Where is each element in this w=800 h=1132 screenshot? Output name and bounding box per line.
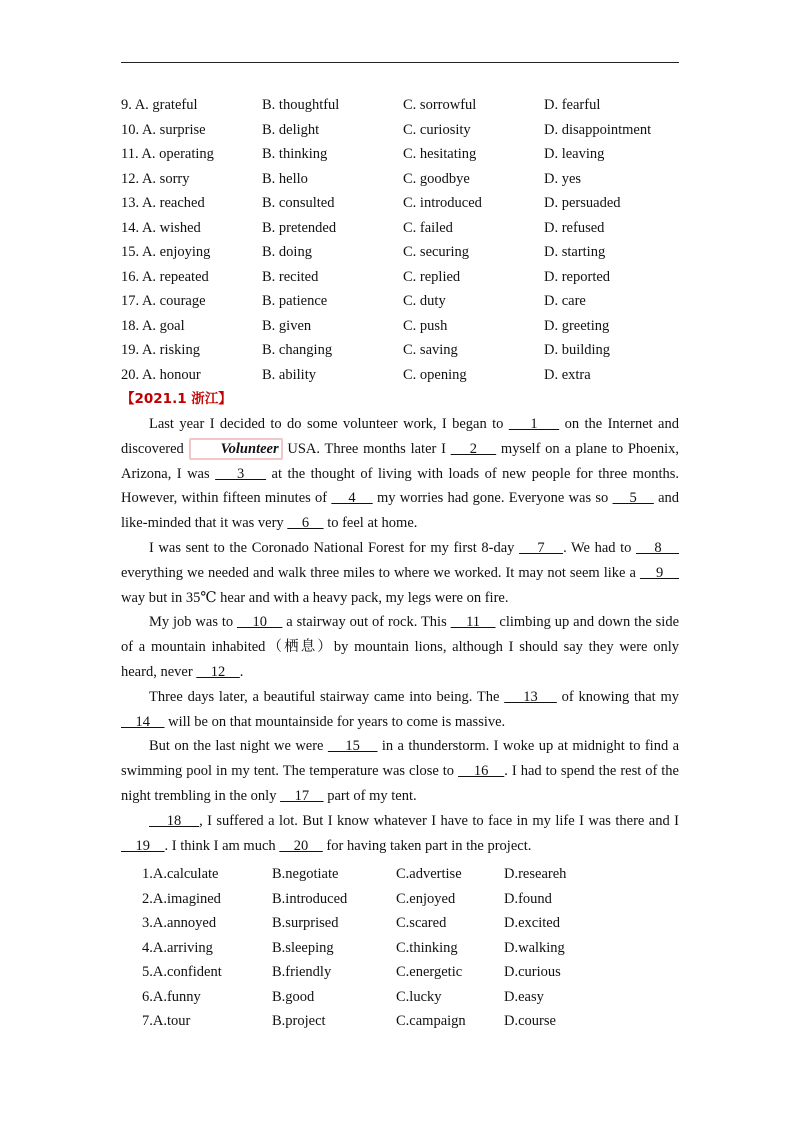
- option-d: D.curious: [504, 964, 561, 980]
- passage-text: everything we needed and walk three miles to where we worked. It may not seem like a: [121, 564, 640, 581]
- option-d: D. fearful: [544, 97, 601, 113]
- option-a: 4.A.arriving: [142, 939, 213, 956]
- option-c: C. duty: [403, 293, 446, 309]
- option-a: 5.A.confident: [142, 964, 222, 980]
- volunteer-highlight: Volunteer: [189, 438, 283, 460]
- option-a: 14. A. wished: [121, 219, 201, 236]
- option-a: 10. A. surprise: [121, 121, 206, 138]
- option-b: B. changing: [262, 342, 333, 358]
- option-a: 12. A. sorry: [121, 170, 190, 187]
- blank-18: 18: [149, 812, 200, 829]
- option-row-17: [121, 290, 681, 315]
- option-c: C.lucky: [396, 988, 442, 1005]
- option-b: B. hello: [262, 170, 308, 187]
- passage-text: My job was to: [149, 614, 237, 631]
- option-b: B.surprised: [272, 915, 339, 931]
- passage-text: But on the last night we were: [149, 738, 328, 755]
- option-b: B.friendly: [272, 964, 332, 980]
- option-c: C. curiosity: [403, 121, 471, 138]
- option-c: C.enjoyed: [396, 890, 456, 907]
- blank-4: 4: [331, 490, 373, 507]
- paragraph-4: [121, 685, 679, 735]
- option-d: D. yes: [544, 170, 582, 187]
- option-d: D. refused: [544, 219, 605, 236]
- answer-row-3: [142, 912, 662, 937]
- option-c: C.advertise: [396, 866, 462, 882]
- passage-text: for having taken part in the project.: [322, 837, 532, 854]
- option-b: B.project: [272, 1013, 326, 1029]
- option-d: D. starting: [544, 244, 606, 260]
- paragraph-2: [121, 536, 679, 610]
- passage-text: , I suffered a lot. But I know whatever I have to face in my life I was there and I: [199, 812, 680, 829]
- option-row-20: [121, 364, 681, 389]
- option-a: 3.A.annoyed: [142, 915, 217, 931]
- option-d: D.excited: [504, 915, 560, 931]
- passage-text: myself on a plane to Phoenix, Arizona, I was: [121, 440, 680, 482]
- option-row-18: [121, 315, 681, 340]
- answer-row-4: [142, 937, 662, 962]
- paragraph-3: [121, 610, 679, 684]
- blank-17: 17: [280, 787, 324, 804]
- paragraph-6: [121, 809, 679, 859]
- option-row-9: [121, 94, 681, 119]
- option-a: 7.A.tour: [142, 1013, 191, 1029]
- option-c: C.scared: [396, 915, 447, 931]
- option-a: 16. A. repeated: [121, 268, 209, 285]
- answer-row-5: [142, 961, 662, 986]
- cloze-passage: [121, 412, 679, 858]
- passage-text: . We had to: [563, 539, 636, 556]
- option-b: B. thoughtful: [262, 97, 340, 113]
- passage-text: in a thunderstorm. I woke up at midnight to find a swimming pool in my tent. The temperature was close to: [121, 738, 680, 780]
- option-c: C.campaign: [396, 1013, 466, 1029]
- option-b: B.introduced: [272, 890, 348, 907]
- option-row-14: [121, 217, 681, 242]
- option-row-11: [121, 143, 681, 168]
- passage-text: of knowing that my: [556, 688, 679, 705]
- passage-text: Three days later, a beautiful stairway came into being. The: [149, 688, 505, 705]
- option-c: C. saving: [403, 342, 458, 358]
- blank-15: 15: [327, 738, 378, 755]
- passage-text: . I think I am much: [164, 837, 280, 854]
- passage-text: I was sent to the Coronado National Forest for my first 8-day: [149, 539, 520, 556]
- option-d: D. care: [544, 293, 586, 309]
- blank-6: 6: [287, 515, 324, 532]
- option-d: D.walking: [504, 939, 565, 956]
- passage-text: to feel at home.: [323, 515, 418, 532]
- option-a: 9. A. grateful: [121, 97, 198, 113]
- option-row-13: [121, 192, 681, 217]
- option-d: D.found: [504, 890, 552, 907]
- passage-text: way but in 35℃ hear and with a heavy pack, my legs were on fire.: [121, 589, 509, 606]
- paragraph-5: [121, 734, 679, 808]
- option-d: D. persuaded: [544, 195, 621, 211]
- option-row-19: [121, 339, 681, 364]
- blank-10: 10: [236, 614, 283, 631]
- option-a: 6.A.funny: [142, 988, 201, 1005]
- option-d: D.course: [504, 1013, 556, 1029]
- option-a: 1.A.calculate: [142, 866, 219, 882]
- section-tag: 【2021.1 浙江】: [121, 391, 232, 407]
- option-d: D. leaving: [544, 146, 605, 162]
- option-b: B. pretended: [262, 219, 337, 236]
- blank-3: 3: [215, 465, 267, 482]
- option-c: C. goodbye: [403, 170, 470, 187]
- answer-row-1: [142, 863, 662, 888]
- option-c: C. hesitating: [403, 146, 477, 162]
- blank-16: 16: [458, 763, 505, 780]
- answer-row-2: [142, 888, 662, 913]
- option-a: 11. A. operating: [121, 146, 214, 162]
- option-b: B. patience: [262, 293, 328, 309]
- option-c: C. push: [403, 317, 448, 334]
- passage-text: my worries had gone. Everyone was so: [372, 490, 613, 507]
- option-c: C.energetic: [396, 964, 463, 980]
- blank-8: 8: [635, 539, 680, 556]
- passage-text: a stairway out of rock. This: [282, 614, 451, 631]
- answer-row-7: [142, 1010, 662, 1035]
- option-row-12: [121, 168, 681, 193]
- option-d: D. disappointment: [544, 121, 652, 138]
- blank-19: 19: [121, 837, 165, 854]
- passage-text: . I had to spend the rest of the night trembling in the only: [121, 763, 679, 804]
- option-b: B. delight: [262, 121, 320, 138]
- option-d: D. building: [544, 342, 611, 358]
- option-a: 20. A. honour: [121, 366, 201, 383]
- option-c: C. securing: [403, 244, 470, 260]
- passage-text: and like-minded that it was very: [121, 490, 680, 532]
- header-rule: [121, 62, 679, 63]
- option-b: B. ability: [262, 366, 316, 383]
- option-c: C. introduced: [403, 195, 482, 211]
- passage-text: at the thought of living with loads of new people for three months. However, within fifteen minutes of: [121, 465, 679, 507]
- option-row-16: [121, 266, 681, 291]
- option-a: 2.A.imagined: [142, 890, 221, 907]
- option-d: D. greeting: [544, 317, 610, 334]
- option-b: B. given: [262, 317, 312, 334]
- passage-text: climbing up and down the side of a mountain inhabited（栖息）by mountain lions, although I should say they were only heard, never: [121, 614, 680, 680]
- blank-13: 13: [504, 688, 557, 705]
- passage-text: USA. Three months later I: [282, 440, 451, 457]
- answer-options-table: [142, 863, 662, 1035]
- passage-text: on the Internet and discovered: [121, 416, 679, 457]
- option-a: 13. A. reached: [121, 195, 205, 211]
- paragraph-1: [121, 412, 679, 536]
- passage-text: will be on that mountainside for years to come is massive.: [164, 713, 506, 730]
- option-b: B. recited: [262, 268, 319, 285]
- option-c: C. opening: [403, 366, 467, 383]
- passage-text: part of my tent.: [323, 787, 417, 804]
- option-d: D. reported: [544, 268, 611, 285]
- option-a: 17. A. courage: [121, 293, 206, 309]
- passage-text: Last year I decided to do some volunteer work, I began to: [149, 416, 509, 432]
- option-c: C. sorrowful: [403, 97, 477, 113]
- option-b: B.negotiate: [272, 866, 339, 882]
- option-d: D.researeh: [504, 866, 567, 882]
- option-c: C. failed: [403, 219, 453, 236]
- blank-5: 5: [612, 490, 654, 507]
- blank-11: 11: [450, 614, 496, 631]
- option-c: C.thinking: [396, 939, 458, 956]
- option-c: C. replied: [403, 268, 461, 285]
- passage-text: .: [239, 663, 244, 680]
- blank-20: 20: [279, 837, 323, 854]
- option-b: B.sleeping: [272, 939, 334, 956]
- blank-2: 2: [450, 440, 497, 457]
- answer-row-6: [142, 986, 662, 1011]
- option-b: B.good: [272, 988, 315, 1005]
- option-b: B. consulted: [262, 195, 335, 211]
- option-a: 18. A. goal: [121, 317, 185, 334]
- option-b: B. doing: [262, 244, 312, 260]
- option-b: B. thinking: [262, 146, 328, 162]
- options-table: [121, 94, 681, 388]
- blank-14: 14: [121, 713, 165, 730]
- blank-9: 9: [639, 564, 680, 581]
- option-d: D.easy: [504, 988, 544, 1005]
- blank-12: 12: [196, 663, 240, 680]
- option-row-15: [121, 241, 681, 266]
- blank-7: 7: [519, 539, 564, 556]
- option-a: 19. A. risking: [121, 342, 200, 358]
- blank-1: 1: [508, 416, 560, 432]
- option-d: D. extra: [544, 366, 591, 383]
- option-a: 15. A. enjoying: [121, 244, 211, 260]
- option-row-10: [121, 119, 681, 144]
